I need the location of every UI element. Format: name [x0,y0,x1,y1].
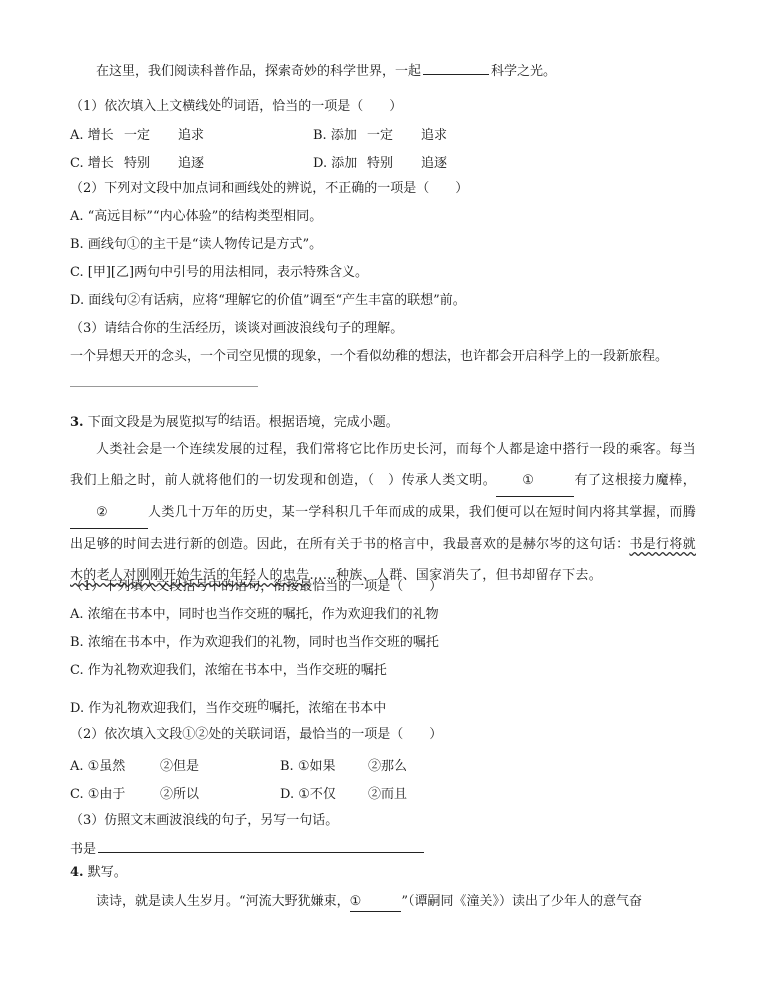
q4-stem: 4. 默写。 [70,865,127,880]
q3-sub1-stem: （1）下列填入文段括号中的语句，衔接最恰当的一项是（ ） [70,579,443,594]
intro-text-before: 在这里，我们阅读科普作品，探索奇妙的科学世界，一起 [96,64,422,79]
q2-sub2-option-a[interactable]: A. “高远目标”“内心体验”的结构类型相同。 [70,209,323,224]
q3-sub1-option-c[interactable]: C. 作为礼物欢迎我们，浓缩在书本中，当作交班的嘱托 [70,663,387,678]
q3-sub1-option-d[interactable]: D. 作为礼物欢迎我们，当作交班的嘱托，浓缩在书本中 [70,698,387,716]
q2-sub2-stem: （2）下列对文段中加点词和画线处的辨说，不正确的一项是（ ） [70,181,469,196]
q3-sub2-option-b[interactable]: B. ①如果 ②那么 [280,759,408,774]
q2-sub1-option-b[interactable]: B. 添加 一定 追求 [313,128,448,143]
q3-stem: 3. 下面文段是为展览拟写的结语。根据语境，完成小题。 [70,412,399,430]
wavy-underlined-sentence: 书是行将就木的老人对刚刚开始生活的年轻人的忠告 [70,537,696,583]
q2-sub1-stem: （1）依次填入上文横线处的词语，恰当的一项是（ ） [70,96,403,114]
question-number: 3. [70,415,84,430]
q2-sub3-sentence: 一个异想天开的念头，一个司空见惯的现象，一个看似幼稚的想法，也许都会开启科学上的一段新旅程。 [70,349,669,364]
blank-2[interactable]: ② [70,497,148,529]
q2-sub3-stem: （3）请结合你的生活经历，谈谈对画波浪线句子的理解。 [70,321,404,336]
intro-text-after: 科学之光。 [491,64,557,79]
q2-sub2-option-b[interactable]: B. 画线句①的主干是“读人物传记是方式”。 [70,237,323,252]
section-divider [70,386,258,387]
blank-q4-1[interactable]: ① [350,893,402,912]
q3-sub1-option-a[interactable]: A. 浓缩在书本中，同时也当作交班的嘱托，作为欢迎我们的礼物 [70,607,439,622]
q2-sub1-option-a[interactable]: A. 增长 一定 追求 [70,128,205,143]
question-number: 4. [70,865,84,880]
q3-sub2-option-d[interactable]: D. ①不仅 ②而且 [280,787,408,802]
q2-sub1-option-c[interactable]: C. 增长 特别 追逐 [70,156,205,171]
q2-sub1-option-d[interactable]: D. 添加 特别 追逐 [313,156,448,171]
q3-sub2-option-c[interactable]: C. ①由于 ②所以 [70,787,200,802]
q3-passage: 人类社会是一个连续发展的过程，我们常将它比作历史长河，而每个人都是途中搭行一段的乘客。每当我们上船之时，前人就将他们的一切发现和创造，（ ）传承人类文明。 ① 有了这根接力魔棒，② 人类几十万年的历史，某一学科积几千年而成的成果，我们便可以在短时间内将其掌握，而腾出足够的时间去进行新的创造。因此，在所有关于书的格言中，我最喜欢的是赫尔岑的这句话：书是行将就木的老人对刚刚开始生活的年轻人的忠告……种族、人群、国家消失了，但书却留存下去。 [70,442,696,583]
q3-sub2-option-a[interactable]: A. ①虽然 ②但是 [70,759,200,774]
q3-sub3-answer: 书是 [70,838,426,859]
q2-sub2-option-d[interactable]: D. 面线句②有话病，应将“理解它的价值”调至“产生丰富的联想”前。 [70,293,466,308]
q3-sub3-stem: （3）仿照文末画波浪线的句子，另写一句话。 [70,813,339,828]
answer-line[interactable] [98,838,424,853]
q3-sub1-option-b[interactable]: B. 浓缩在书本中，作为欢迎我们的礼物，同时也当作交班的嘱托 [70,635,439,650]
blank-1[interactable]: ① [496,465,574,497]
intro-sentence [96,60,556,81]
q4-line: 读诗，就是读人生岁月。“河流大野犹嫌束，① ”（谭嗣同《潼关》）读出了少年人的意气奋 [96,893,642,912]
fill-blank[interactable] [423,60,489,75]
q2-sub2-option-c[interactable]: C. [甲][乙]两句中引号的用法相同，表示特殊含义。 [70,265,369,280]
q3-sub2-stem: （2）依次填入文段①②处的关联词语，最恰当的一项是（ ） [70,727,443,742]
